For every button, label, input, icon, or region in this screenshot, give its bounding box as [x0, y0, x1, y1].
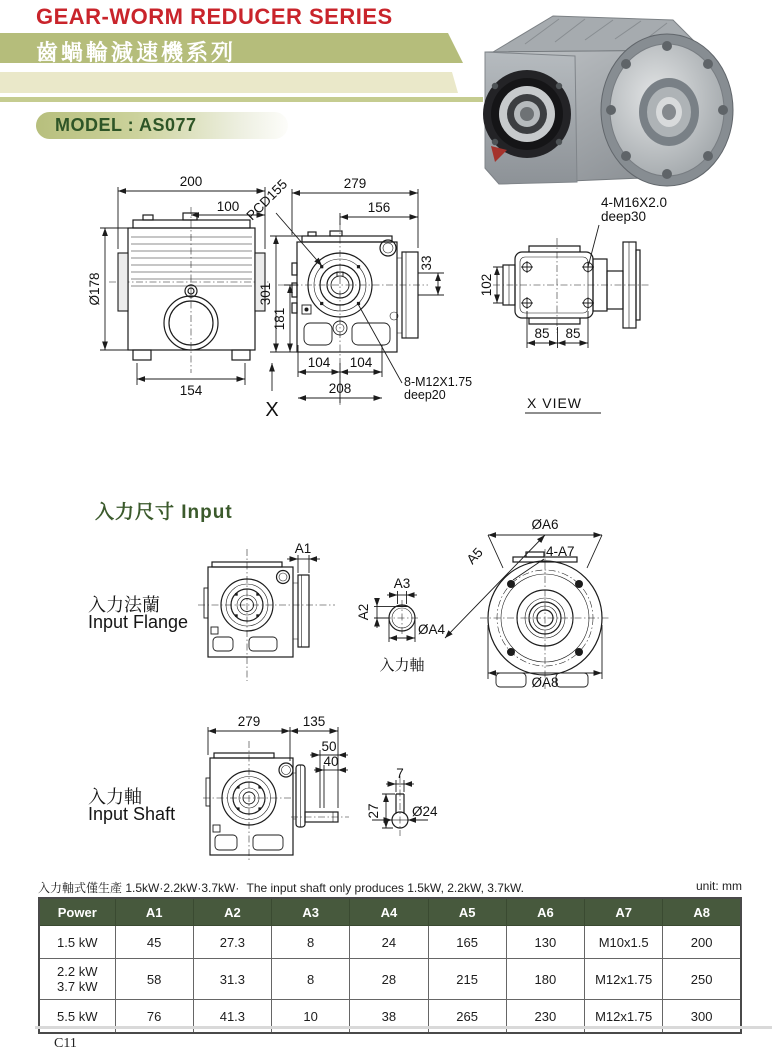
- a1-dim: [287, 555, 320, 573]
- x-view-label: X VIEW: [527, 395, 583, 411]
- dim-label-pcd155: PCD155: [243, 176, 291, 224]
- dim-label-a6: ØA6: [531, 517, 559, 532]
- drawing-shaft-end: [358, 768, 460, 843]
- dim-label-135: 135: [302, 714, 326, 729]
- dim-label-a8: ØA8: [531, 675, 559, 690]
- bolt-note-line2: deep30: [601, 209, 647, 224]
- input-flange-label-en: Input Flange: [88, 612, 189, 632]
- dim-label-a7: 4-A7: [546, 544, 575, 559]
- dim-label-301: 301: [258, 282, 273, 306]
- drawing-input-flange: [195, 543, 345, 688]
- dim-label-85b: 85: [565, 326, 581, 341]
- dim-label-a1: A1: [294, 541, 312, 556]
- cell-power: 5.5 kW: [39, 1000, 115, 1034]
- header-beige-bar: [0, 72, 458, 93]
- table-row: 1.5 kW 45 27.3 8 24 165 130 M10x1.5 200: [39, 926, 741, 959]
- drawing-side-view: [85, 173, 275, 403]
- dim-label-279s: 279: [237, 714, 261, 729]
- dim-label-279: 279: [343, 176, 367, 191]
- cell-power: 2.2 kW 3.7 kW: [39, 959, 115, 1000]
- front-view-outline: [292, 231, 418, 352]
- table-note: [38, 879, 742, 896]
- drawing-flange-face: [438, 513, 653, 703]
- dim-label-33: 33: [419, 255, 434, 271]
- dim-label-85a: 85: [534, 326, 550, 341]
- input-flange-label-zh: 入力法蘭: [88, 595, 160, 615]
- reducer-photo-body: [483, 16, 733, 186]
- dim-label-dia178: Ø178: [87, 272, 102, 306]
- table-row: 2.2 kW 3.7 kW 58 31.3 8 28 215 180 M12x1.75 250: [39, 959, 741, 1000]
- dim-label-dia24: Ø24: [412, 804, 438, 819]
- shaft-section-dims: [374, 591, 417, 642]
- page-number: C11: [54, 1036, 77, 1051]
- dim-label-27: 27: [366, 803, 381, 819]
- spec-table: [38, 897, 742, 1034]
- dim-label-a4: ØA4: [418, 622, 446, 637]
- header-thin-bar: [0, 97, 483, 102]
- dim-label-50: 50: [321, 739, 337, 754]
- dim-label-200: 200: [179, 174, 203, 189]
- note-chinese: 入力軸式僅生產 1.5kW·2.2kW·3.7kW·: [38, 881, 240, 895]
- dim-label-208: 208: [328, 381, 352, 396]
- shaft-view-outline: [210, 753, 338, 855]
- col-header-a1: A1: [115, 898, 193, 926]
- bolt-note-line1: 4-M16X2.0: [601, 195, 668, 210]
- flange-view-detail: [226, 573, 302, 647]
- input-shaft-label-en: Input Shaft: [88, 804, 176, 824]
- spec-table-header-row: [39, 898, 741, 926]
- drawing-x-view: [479, 193, 780, 418]
- centerlines: [198, 549, 335, 681]
- dim-label-a3: A3: [393, 576, 411, 591]
- dim-label-100: 100: [216, 199, 240, 214]
- dim-label-a2: A2: [356, 603, 371, 621]
- side-view-outline: [128, 213, 255, 360]
- note-english: The input shaft only produces 1.5kW, 2.2kW, 3.7kW.: [246, 881, 524, 895]
- footer-divider: [35, 1026, 772, 1029]
- input-shaft-label-zh: 入力軸: [88, 787, 142, 807]
- drawing-front-view: [243, 173, 483, 428]
- cell-power: 1.5 kW: [39, 926, 115, 959]
- page-title: GEAR-WORM REDUCER SERIES: [36, 4, 393, 29]
- dim-label-a5: A5: [463, 544, 486, 568]
- dim-label-104a: 104: [307, 355, 331, 370]
- dim-label-181: 181: [272, 307, 287, 331]
- product-photo: [455, 0, 780, 198]
- input-section-heading: 入力尺寸 Input: [95, 502, 233, 523]
- col-header-a7: A7: [585, 898, 663, 926]
- bolt-note-line1: 8-M12X1.75: [404, 375, 473, 389]
- col-header-a8: A8: [663, 898, 741, 926]
- col-header-a4: A4: [350, 898, 428, 926]
- centerlines: [109, 207, 271, 373]
- dim-label-7: 7: [396, 766, 404, 781]
- dim-label-102: 102: [479, 273, 494, 297]
- col-header-a5: A5: [428, 898, 506, 926]
- dim-label-156: 156: [367, 200, 391, 215]
- col-header-power: Power: [39, 898, 115, 926]
- page-title-chinese: 齒蝸輪減速機系列: [36, 40, 237, 65]
- front-view-features: [302, 272, 390, 345]
- table-row: 5.5 kW 76 41.3 10 38 265 230 M12x1.75 300: [39, 1000, 741, 1034]
- side-view-ribs: [131, 237, 252, 286]
- flange-view-outline: [208, 562, 309, 657]
- model-label: MODEL : AS077: [55, 115, 197, 135]
- dim-label-154: 154: [179, 383, 203, 398]
- col-header-a2: A2: [193, 898, 271, 926]
- col-header-a6: A6: [506, 898, 584, 926]
- unit-label: unit: mm: [695, 879, 742, 893]
- top-view-dim-lines: [493, 225, 601, 413]
- dim-label-40: 40: [323, 754, 339, 769]
- dim-label-104b: 104: [349, 355, 373, 370]
- shaft-section-caption: 入力軸: [379, 657, 425, 674]
- col-header-a3: A3: [272, 898, 350, 926]
- x-view-marker: X: [265, 399, 279, 421]
- model-badge: [36, 112, 288, 139]
- bolt-note-line2: deep20: [404, 388, 446, 402]
